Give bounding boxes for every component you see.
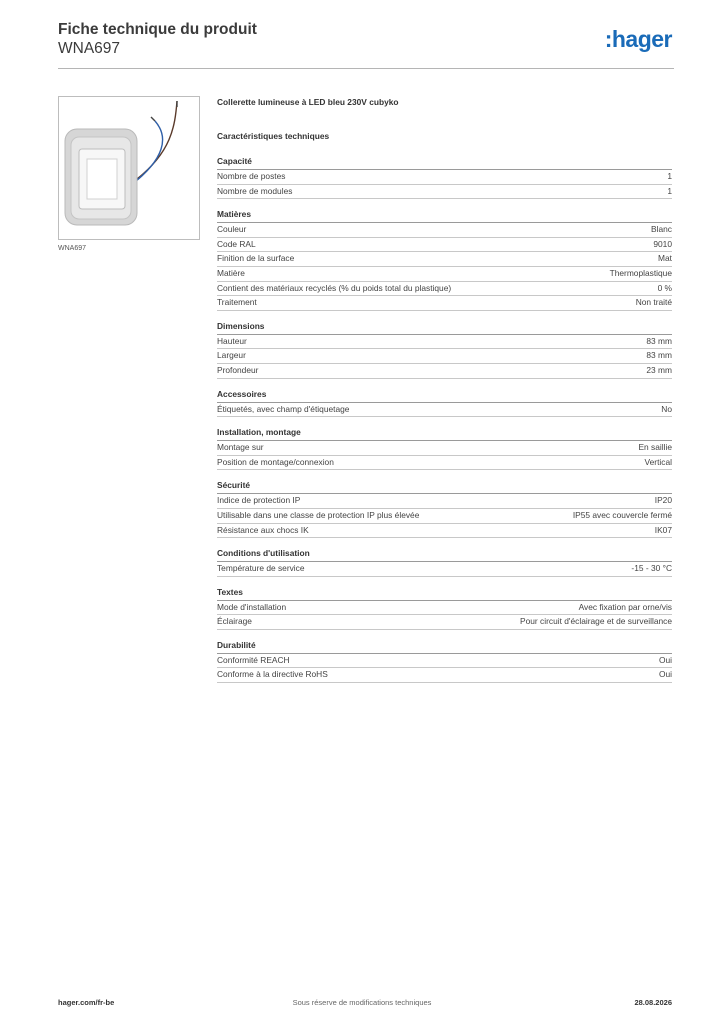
section-title: Sécurité xyxy=(217,480,672,494)
spec-content xyxy=(217,96,672,693)
spec-label: Indice de protection IP xyxy=(217,495,301,506)
spec-label: Utilisable dans une classe de protection IP plus élevée xyxy=(217,509,420,520)
spec-row xyxy=(217,223,672,238)
section-title: Dimensions xyxy=(217,321,672,335)
spec-row xyxy=(217,441,672,456)
hager-logo: :hager xyxy=(604,26,672,52)
spec-row xyxy=(217,668,672,683)
spec-row xyxy=(217,615,672,630)
spec-section xyxy=(217,587,672,630)
section-title: Textes xyxy=(217,587,672,601)
spec-row xyxy=(217,296,672,311)
spec-value: Mat xyxy=(658,253,672,264)
spec-value: 23 mm xyxy=(646,364,672,375)
spec-row xyxy=(217,524,672,539)
spec-value: IK07 xyxy=(654,524,672,535)
spec-label: Finition de la surface xyxy=(217,253,295,264)
spec-label: Matière xyxy=(217,267,245,278)
spec-label: Contient des matériaux recyclés (% du poids total du plastique) xyxy=(217,282,452,293)
spec-label: Position de montage/connexion xyxy=(217,456,334,467)
spec-row xyxy=(217,170,672,185)
spec-section xyxy=(217,209,672,311)
page-header xyxy=(58,20,674,58)
spec-label: Conforme à la directive RoHS xyxy=(217,669,328,680)
spec-label: Largeur xyxy=(217,350,246,361)
spec-value: Thermoplastique xyxy=(609,267,672,278)
spec-label: Éclairage xyxy=(217,616,252,627)
spec-row xyxy=(217,601,672,616)
product-image xyxy=(58,96,200,240)
spec-row xyxy=(217,185,672,200)
footer-date: 28.08.2026 xyxy=(634,998,672,1007)
product-name: Collerette lumineuse à LED bleu 230V cubyko xyxy=(217,97,399,107)
spec-label: Traitement xyxy=(217,297,257,308)
spec-sections xyxy=(217,156,672,683)
section-title: Capacité xyxy=(217,156,672,170)
spec-section xyxy=(217,389,672,418)
spec-row xyxy=(217,364,672,379)
spec-value: No xyxy=(661,403,672,414)
spec-value: 1 xyxy=(667,185,672,196)
spec-row xyxy=(217,456,672,471)
section-title: Matières xyxy=(217,209,672,223)
spec-label: Nombre de modules xyxy=(217,185,293,196)
footer-website: hager.com/fr-be xyxy=(58,998,115,1007)
section-title: Conditions d'utilisation xyxy=(217,548,672,562)
image-caption: WNA697 xyxy=(58,245,87,252)
spec-value: Vertical xyxy=(644,456,672,467)
spec-value: Blanc xyxy=(651,224,672,235)
spec-label: Résistance aux chocs IK xyxy=(217,524,309,535)
page-title: Fiche technique du produit xyxy=(58,21,257,38)
spec-value: Non traité xyxy=(635,297,672,308)
spec-row xyxy=(217,509,672,524)
spec-value: IP20 xyxy=(654,495,672,506)
section-title: Accessoires xyxy=(217,389,672,403)
spec-label: Code RAL xyxy=(217,238,256,249)
spec-label: Hauteur xyxy=(217,335,247,346)
footer-disclaimer: Sous réserve de modifications techniques xyxy=(292,998,432,1007)
spec-section xyxy=(217,321,672,379)
spec-row xyxy=(217,654,672,669)
spec-label: Mode d'installation xyxy=(217,601,287,612)
spec-row xyxy=(217,252,672,267)
spec-value: Oui xyxy=(658,669,672,680)
spec-label: Conformité REACH xyxy=(217,654,290,665)
spec-value: 83 mm xyxy=(646,350,672,361)
spec-value: IP55 avec couvercle fermé xyxy=(572,509,672,520)
spec-row xyxy=(217,403,672,418)
spec-section xyxy=(217,480,672,538)
spec-row xyxy=(217,282,672,297)
specs-heading: Caractéristiques techniques xyxy=(217,131,330,141)
spec-label: Profondeur xyxy=(217,364,259,375)
spec-value: 1 xyxy=(667,171,672,181)
spec-value: 9010 xyxy=(653,238,672,249)
spec-label: Couleur xyxy=(217,224,247,235)
spec-row xyxy=(217,494,672,509)
spec-row xyxy=(217,349,672,364)
spec-value: Avec fixation par orne/vis xyxy=(578,601,672,612)
spec-value: Oui xyxy=(658,654,672,665)
spec-value: 0 % xyxy=(657,282,672,293)
spec-value: -15 - 30 °C xyxy=(631,563,672,574)
spec-row xyxy=(217,562,672,577)
spec-section xyxy=(217,156,672,199)
spec-value: 83 mm xyxy=(646,335,672,346)
spec-section xyxy=(217,548,672,577)
spec-row xyxy=(217,335,672,350)
spec-value: Pour circuit d'éclairage et de surveillance xyxy=(520,616,672,627)
product-code: WNA697 xyxy=(58,40,121,57)
header-divider xyxy=(58,68,674,69)
spec-row xyxy=(217,238,672,253)
spec-value: En saillie xyxy=(638,442,672,453)
spec-label: Température de service xyxy=(217,563,305,574)
section-title: Installation, montage xyxy=(217,427,672,441)
spec-section xyxy=(217,427,672,470)
spec-row xyxy=(217,267,672,282)
spec-label: Nombre de postes xyxy=(217,171,286,181)
spec-section xyxy=(217,640,672,683)
section-title: Durabilité xyxy=(217,640,672,654)
spec-label: Étiquetés, avec champ d'étiquetage xyxy=(217,403,350,414)
spec-label: Montage sur xyxy=(217,442,264,453)
